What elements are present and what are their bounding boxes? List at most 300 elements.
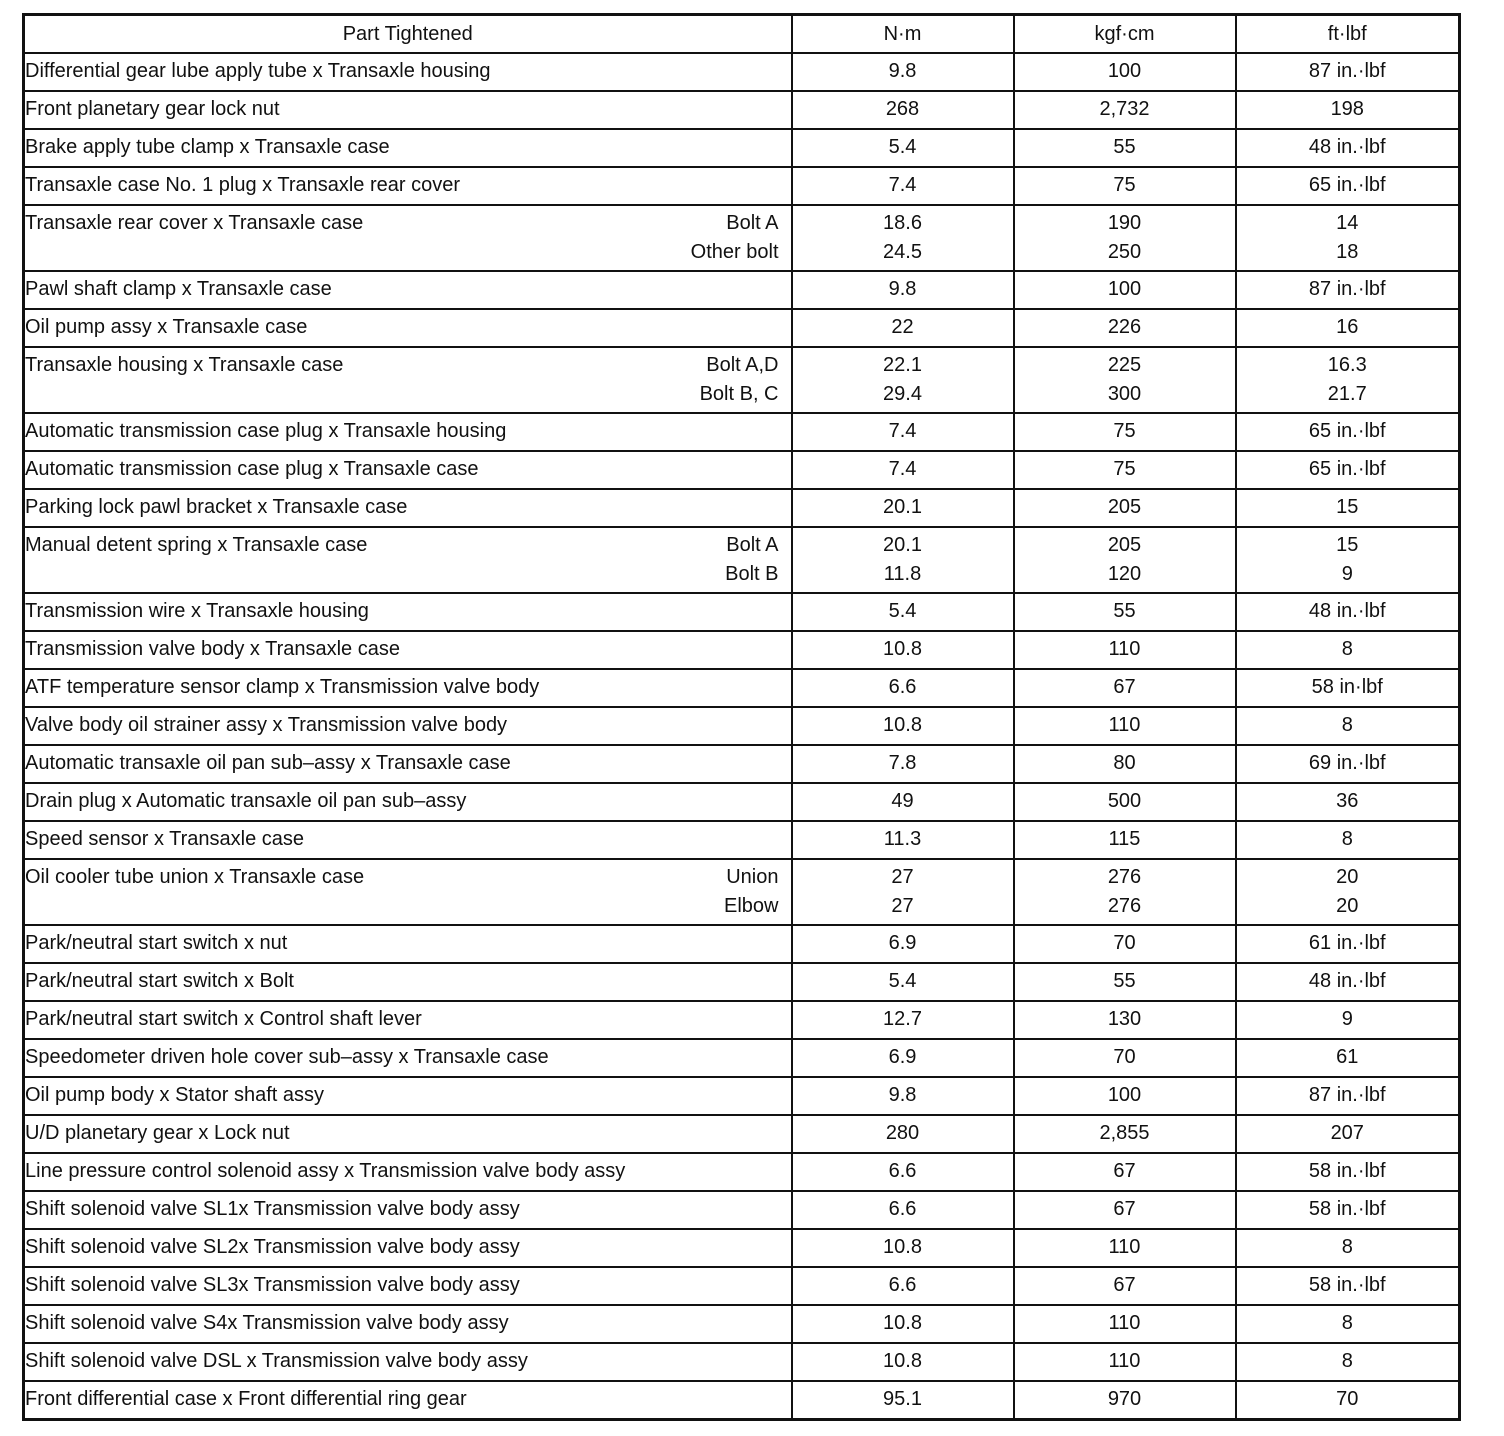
ft-lbf-cell — [1236, 1001, 1460, 1039]
table-row — [24, 963, 1460, 1001]
part-name: Parking lock pawl bracket x Transaxle case — [25, 496, 408, 518]
nm-value: 9.8 — [888, 1084, 917, 1106]
part-name: Shift solenoid valve SL1x Transmission valve body assy — [25, 1198, 520, 1220]
part-cell — [24, 271, 792, 309]
nm-value: 268 — [885, 98, 920, 120]
kgf-cm-value: 120 — [1107, 563, 1142, 585]
nm-cell — [792, 963, 1014, 1001]
part-cell — [24, 1001, 792, 1039]
part-name: Oil cooler tube union x Transaxle case — [25, 866, 365, 888]
nm-value: 6.6 — [888, 676, 917, 698]
table-row — [24, 1001, 1460, 1039]
kgf-cm-value: 80 — [1113, 752, 1136, 774]
part-name: Speedometer driven hole cover sub–assy x Transaxle case — [25, 1046, 549, 1068]
kgf-cm-cell — [1014, 707, 1236, 745]
kgf-cm-cell — [1014, 167, 1236, 205]
nm-cell — [792, 783, 1014, 821]
part-cell — [24, 1267, 792, 1305]
ft-lbf-cell — [1236, 925, 1460, 963]
nm-cell — [792, 593, 1014, 631]
nm-cell — [792, 205, 1014, 271]
nm-value: 5.4 — [888, 136, 917, 158]
part-line — [25, 531, 791, 560]
part-cell — [24, 1305, 792, 1343]
ft-lbf-cell — [1236, 53, 1460, 91]
part-name: Automatic transaxle oil pan sub–assy x Transaxle case — [25, 752, 511, 774]
part-cell — [24, 53, 792, 91]
part-line — [25, 863, 791, 892]
nm-cell — [792, 527, 1014, 593]
nm-value: 10.8 — [883, 1236, 922, 1258]
kgf-cm-value: 55 — [1113, 136, 1136, 158]
sub-label: Bolt A,D — [706, 354, 779, 376]
table-row — [24, 413, 1460, 451]
kgf-cm-value: 110 — [1108, 638, 1141, 660]
kgf-cm-cell — [1014, 859, 1236, 925]
nm-value: 10.8 — [883, 1350, 922, 1372]
nm-cell — [792, 1153, 1014, 1191]
ft-lbf-value: 48 in.·lbf — [1308, 600, 1386, 622]
kgf-cm-value: 276 — [1107, 895, 1142, 917]
table-row — [24, 309, 1460, 347]
nm-cell — [792, 489, 1014, 527]
nm-value: 95.1 — [883, 1388, 922, 1410]
part-cell — [24, 167, 792, 205]
part-name: ATF temperature sensor clamp x Transmission valve body — [25, 676, 540, 698]
ft-lbf-value: 87 in.·lbf — [1308, 278, 1386, 300]
kgf-cm-value: 110 — [1108, 1350, 1141, 1372]
ft-lbf-value: 14 — [1336, 212, 1359, 234]
table-row — [24, 669, 1460, 707]
ft-lbf-cell — [1236, 1229, 1460, 1267]
ft-lbf-value: 65 in.·lbf — [1308, 420, 1386, 442]
part-cell — [24, 593, 792, 631]
nm-value: 24.5 — [883, 241, 922, 263]
nm-value: 10.8 — [883, 638, 922, 660]
table-row — [24, 1077, 1460, 1115]
part-name: Brake apply tube clamp x Transaxle case — [25, 136, 390, 158]
ft-lbf-cell — [1236, 1153, 1460, 1191]
table-row — [24, 1153, 1460, 1191]
ft-lbf-value: 58 in·lbf — [1311, 676, 1383, 698]
ft-lbf-cell — [1236, 1039, 1460, 1077]
ft-lbf-value: 207 — [1330, 1122, 1364, 1144]
nm-cell — [792, 1191, 1014, 1229]
sub-label: Bolt A — [726, 534, 779, 556]
table-row — [24, 129, 1460, 167]
part-line — [25, 351, 791, 380]
sub-label: Other bolt — [690, 241, 779, 263]
ft-lbf-cell — [1236, 707, 1460, 745]
table-row — [24, 631, 1460, 669]
part-cell — [24, 451, 792, 489]
nm-cell — [792, 925, 1014, 963]
part-cell — [24, 963, 792, 1001]
part-cell — [24, 205, 792, 271]
nm-value: 5.4 — [888, 600, 917, 622]
kgf-cm-cell — [1014, 783, 1236, 821]
nm-value: 49 — [891, 790, 914, 812]
ft-lbf-cell — [1236, 1191, 1460, 1229]
table-row — [24, 205, 1460, 271]
part-line — [25, 209, 791, 238]
part-name: Transaxle rear cover x Transaxle case — [25, 212, 364, 234]
part-cell — [24, 1115, 792, 1153]
header-part-tightened: Part Tightened — [24, 15, 792, 54]
part-name: Park/neutral start switch x Control shaft lever — [25, 1008, 422, 1030]
kgf-cm-value: 70 — [1113, 1046, 1136, 1068]
ft-lbf-cell — [1236, 1267, 1460, 1305]
part-cell — [24, 129, 792, 167]
nm-cell — [792, 1305, 1014, 1343]
nm-cell — [792, 347, 1014, 413]
part-name: Automatic transmission case plug x Transaxle housing — [25, 420, 507, 442]
ft-lbf-value: 58 in.·lbf — [1308, 1198, 1386, 1220]
kgf-cm-value: 205 — [1107, 534, 1142, 556]
kgf-cm-value: 75 — [1113, 420, 1136, 442]
nm-cell — [792, 669, 1014, 707]
ft-lbf-cell — [1236, 593, 1460, 631]
part-cell — [24, 1343, 792, 1381]
kgf-cm-value: 67 — [1113, 676, 1136, 698]
ft-lbf-value: 36 — [1336, 790, 1359, 812]
ft-lbf-value: 65 in.·lbf — [1308, 174, 1386, 196]
sub-label: Bolt B, C — [699, 383, 779, 405]
ft-lbf-value: 21.7 — [1327, 383, 1367, 405]
nm-value: 6.6 — [888, 1274, 917, 1296]
ft-lbf-value: 61 — [1336, 1046, 1359, 1068]
table-row — [24, 91, 1460, 129]
nm-cell — [792, 1001, 1014, 1039]
part-cell — [24, 783, 792, 821]
header-ft-lbf: ft·lbf — [1236, 15, 1460, 54]
ft-lbf-cell — [1236, 451, 1460, 489]
kgf-cm-cell — [1014, 1153, 1236, 1191]
part-name: Oil pump assy x Transaxle case — [25, 316, 308, 338]
kgf-cm-value: 110 — [1108, 714, 1141, 736]
nm-value: 7.4 — [888, 458, 917, 480]
nm-value: 7.8 — [888, 752, 917, 774]
kgf-cm-cell — [1014, 669, 1236, 707]
ft-lbf-cell — [1236, 205, 1460, 271]
ft-lbf-cell — [1236, 1343, 1460, 1381]
kgf-cm-cell — [1014, 91, 1236, 129]
nm-cell — [792, 1381, 1014, 1420]
part-cell — [24, 631, 792, 669]
ft-lbf-value: 87 in.·lbf — [1308, 60, 1386, 82]
nm-cell — [792, 271, 1014, 309]
kgf-cm-value: 190 — [1107, 212, 1142, 234]
part-name: Drain plug x Automatic transaxle oil pan sub–assy — [25, 790, 467, 812]
part-cell — [24, 347, 792, 413]
kgf-cm-value: 2,732 — [1099, 98, 1150, 120]
nm-cell — [792, 1343, 1014, 1381]
sub-label: Union — [726, 866, 779, 888]
ft-lbf-cell — [1236, 745, 1460, 783]
kgf-cm-cell — [1014, 593, 1236, 631]
ft-lbf-cell — [1236, 821, 1460, 859]
ft-lbf-value: 69 in.·lbf — [1308, 752, 1386, 774]
ft-lbf-value: 16.3 — [1327, 354, 1367, 376]
table-row — [24, 527, 1460, 593]
part-cell — [24, 91, 792, 129]
kgf-cm-value: 970 — [1107, 1388, 1142, 1410]
kgf-cm-value: 55 — [1113, 600, 1136, 622]
ft-lbf-cell — [1236, 1305, 1460, 1343]
part-name: Front differential case x Front differential ring gear — [25, 1388, 467, 1410]
part-name: Transmission wire x Transaxle housing — [25, 600, 369, 622]
part-name: Park/neutral start switch x Bolt — [25, 970, 294, 992]
part-name: Shift solenoid valve SL2x Transmission valve body assy — [25, 1236, 520, 1258]
ft-lbf-value: 15 — [1336, 496, 1359, 518]
kgf-cm-value: 300 — [1107, 383, 1142, 405]
ft-lbf-cell — [1236, 129, 1460, 167]
table-row — [24, 271, 1460, 309]
part-cell — [24, 413, 792, 451]
kgf-cm-cell — [1014, 1191, 1236, 1229]
kgf-cm-cell — [1014, 821, 1236, 859]
kgf-cm-value: 67 — [1113, 1274, 1136, 1296]
nm-cell — [792, 821, 1014, 859]
table-row — [24, 593, 1460, 631]
part-cell — [24, 1191, 792, 1229]
ft-lbf-value: 8 — [1341, 1236, 1353, 1258]
ft-lbf-cell — [1236, 1077, 1460, 1115]
ft-lbf-cell — [1236, 631, 1460, 669]
kgf-cm-value: 100 — [1107, 1084, 1142, 1106]
ft-lbf-cell — [1236, 1381, 1460, 1420]
part-name: Front planetary gear lock nut — [25, 98, 280, 120]
kgf-cm-value: 276 — [1107, 866, 1142, 888]
part-name: Oil pump body x Stator shaft assy — [25, 1084, 325, 1106]
ft-lbf-cell — [1236, 309, 1460, 347]
kgf-cm-value: 115 — [1108, 828, 1141, 850]
nm-cell — [792, 1115, 1014, 1153]
part-cell — [24, 1077, 792, 1115]
table-row — [24, 1381, 1460, 1420]
part-cell — [24, 1229, 792, 1267]
nm-value: 22.1 — [883, 354, 922, 376]
kgf-cm-value: 2,855 — [1099, 1122, 1150, 1144]
part-name: Differential gear lube apply tube x Transaxle housing — [25, 60, 491, 82]
kgf-cm-value: 67 — [1113, 1160, 1136, 1182]
nm-value: 27 — [891, 866, 914, 888]
part-name: Speed sensor x Transaxle case — [25, 828, 305, 850]
ft-lbf-value: 58 in.·lbf — [1308, 1274, 1386, 1296]
ft-lbf-value: 20 — [1336, 895, 1359, 917]
kgf-cm-cell — [1014, 205, 1236, 271]
nm-value: 10.8 — [883, 1312, 922, 1334]
kgf-cm-cell — [1014, 1039, 1236, 1077]
nm-value: 6.6 — [888, 1160, 917, 1182]
sub-label: Bolt A — [726, 212, 779, 234]
part-name: Automatic transmission case plug x Transaxle case — [25, 458, 479, 480]
nm-value: 9.8 — [888, 278, 917, 300]
ft-lbf-value: 58 in.·lbf — [1308, 1160, 1386, 1182]
ft-lbf-value: 61 in.·lbf — [1308, 932, 1386, 954]
ft-lbf-cell — [1236, 91, 1460, 129]
nm-cell — [792, 1077, 1014, 1115]
part-name: Shift solenoid valve SL3x Transmission valve body assy — [25, 1274, 520, 1296]
nm-value: 10.8 — [883, 714, 922, 736]
part-cell — [24, 925, 792, 963]
kgf-cm-cell — [1014, 1229, 1236, 1267]
kgf-cm-cell — [1014, 631, 1236, 669]
kgf-cm-value: 226 — [1107, 316, 1142, 338]
nm-value: 280 — [885, 1122, 920, 1144]
ft-lbf-value: 16 — [1336, 316, 1359, 338]
table-row — [24, 347, 1460, 413]
kgf-cm-value: 110 — [1108, 1236, 1141, 1258]
kgf-cm-value: 250 — [1107, 241, 1142, 263]
part-name: Shift solenoid valve S4x Transmission valve body assy — [25, 1312, 509, 1334]
sub-label: Elbow — [724, 895, 779, 917]
kgf-cm-cell — [1014, 925, 1236, 963]
ft-lbf-cell — [1236, 1115, 1460, 1153]
nm-cell — [792, 167, 1014, 205]
nm-cell — [792, 53, 1014, 91]
ft-lbf-value: 20 — [1336, 866, 1359, 888]
kgf-cm-cell — [1014, 1305, 1236, 1343]
kgf-cm-value: 205 — [1107, 496, 1142, 518]
part-name: Transmission valve body x Transaxle case — [25, 638, 400, 660]
ft-lbf-value: 8 — [1341, 1350, 1353, 1372]
ft-lbf-cell — [1236, 167, 1460, 205]
ft-lbf-value: 8 — [1341, 1312, 1353, 1334]
nm-value: 6.6 — [888, 1198, 917, 1220]
ft-lbf-cell — [1236, 783, 1460, 821]
nm-cell — [792, 309, 1014, 347]
part-name: Shift solenoid valve DSL x Transmission valve body assy — [25, 1350, 528, 1372]
kgf-cm-cell — [1014, 53, 1236, 91]
kgf-cm-value: 130 — [1107, 1008, 1142, 1030]
nm-cell — [792, 707, 1014, 745]
part-cell — [24, 309, 792, 347]
nm-cell — [792, 1267, 1014, 1305]
ft-lbf-cell — [1236, 271, 1460, 309]
table-row — [24, 1229, 1460, 1267]
nm-value: 7.4 — [888, 420, 917, 442]
table-row — [24, 707, 1460, 745]
part-cell — [24, 527, 792, 593]
ft-lbf-value: 9 — [1341, 1008, 1353, 1030]
table-row — [24, 1039, 1460, 1077]
ft-lbf-value: 198 — [1330, 98, 1364, 120]
sub-label: Bolt B — [725, 563, 779, 585]
part-name: Valve body oil strainer assy x Transmission valve body — [25, 714, 508, 736]
nm-value: 29.4 — [883, 383, 922, 405]
part-name: Manual detent spring x Transaxle case — [25, 534, 368, 556]
part-name: Transaxle housing x Transaxle case — [25, 354, 344, 376]
ft-lbf-value: 48 in.·lbf — [1308, 970, 1386, 992]
table-row — [24, 167, 1460, 205]
ft-lbf-value: 8 — [1341, 828, 1353, 850]
table-row — [24, 1191, 1460, 1229]
ft-lbf-cell — [1236, 347, 1460, 413]
nm-value: 12.7 — [883, 1008, 922, 1030]
ft-lbf-cell — [1236, 489, 1460, 527]
kgf-cm-cell — [1014, 1381, 1236, 1420]
kgf-cm-value: 110 — [1108, 1312, 1141, 1334]
part-name: U/D planetary gear x Lock nut — [25, 1122, 290, 1144]
nm-cell — [792, 631, 1014, 669]
table-row — [24, 1267, 1460, 1305]
ft-lbf-cell — [1236, 669, 1460, 707]
kgf-cm-cell — [1014, 963, 1236, 1001]
nm-cell — [792, 91, 1014, 129]
nm-value: 6.9 — [888, 932, 917, 954]
kgf-cm-cell — [1014, 1001, 1236, 1039]
kgf-cm-cell — [1014, 745, 1236, 783]
ft-lbf-value: 9 — [1341, 563, 1353, 585]
ft-lbf-value: 18 — [1336, 241, 1359, 263]
part-cell — [24, 707, 792, 745]
ft-lbf-cell — [1236, 527, 1460, 593]
part-cell — [24, 745, 792, 783]
ft-lbf-value: 70 — [1336, 1388, 1359, 1410]
table-row — [24, 451, 1460, 489]
table-row — [24, 1115, 1460, 1153]
table-row — [24, 783, 1460, 821]
kgf-cm-cell — [1014, 347, 1236, 413]
ft-lbf-value: 15 — [1336, 534, 1359, 556]
kgf-cm-value: 67 — [1113, 1198, 1136, 1220]
nm-value: 27 — [891, 895, 914, 917]
ft-lbf-value: 87 in.·lbf — [1308, 1084, 1386, 1106]
ft-lbf-cell — [1236, 859, 1460, 925]
part-cell — [24, 1039, 792, 1077]
header-row — [24, 15, 1460, 54]
kgf-cm-cell — [1014, 309, 1236, 347]
table-row — [24, 745, 1460, 783]
part-name: Transaxle case No. 1 plug x Transaxle rear cover — [25, 174, 461, 196]
ft-lbf-value: 48 in.·lbf — [1308, 136, 1386, 158]
nm-value: 6.9 — [888, 1046, 917, 1068]
kgf-cm-cell — [1014, 1077, 1236, 1115]
kgf-cm-cell — [1014, 1115, 1236, 1153]
table-row — [24, 925, 1460, 963]
nm-value: 5.4 — [888, 970, 917, 992]
nm-value: 22 — [891, 316, 914, 338]
ft-lbf-value: 8 — [1341, 714, 1353, 736]
table-row — [24, 1305, 1460, 1343]
table-row — [24, 1343, 1460, 1381]
nm-value: 20.1 — [883, 534, 922, 556]
part-cell — [24, 669, 792, 707]
nm-cell — [792, 1229, 1014, 1267]
part-cell — [24, 859, 792, 925]
kgf-cm-cell — [1014, 489, 1236, 527]
header-kgf-cm: kgf·cm — [1014, 15, 1236, 54]
nm-value: 7.4 — [888, 174, 917, 196]
nm-value: 11.3 — [883, 828, 922, 850]
kgf-cm-cell — [1014, 451, 1236, 489]
nm-cell — [792, 451, 1014, 489]
table-row — [24, 859, 1460, 925]
nm-cell — [792, 745, 1014, 783]
kgf-cm-value: 100 — [1107, 278, 1142, 300]
nm-cell — [792, 1039, 1014, 1077]
table-row — [24, 821, 1460, 859]
kgf-cm-value: 225 — [1107, 354, 1142, 376]
kgf-cm-value: 55 — [1113, 970, 1136, 992]
kgf-cm-value: 500 — [1107, 790, 1142, 812]
kgf-cm-cell — [1014, 129, 1236, 167]
nm-value: 18.6 — [883, 212, 922, 234]
kgf-cm-cell — [1014, 1267, 1236, 1305]
ft-lbf-value: 8 — [1341, 638, 1353, 660]
table-row — [24, 489, 1460, 527]
